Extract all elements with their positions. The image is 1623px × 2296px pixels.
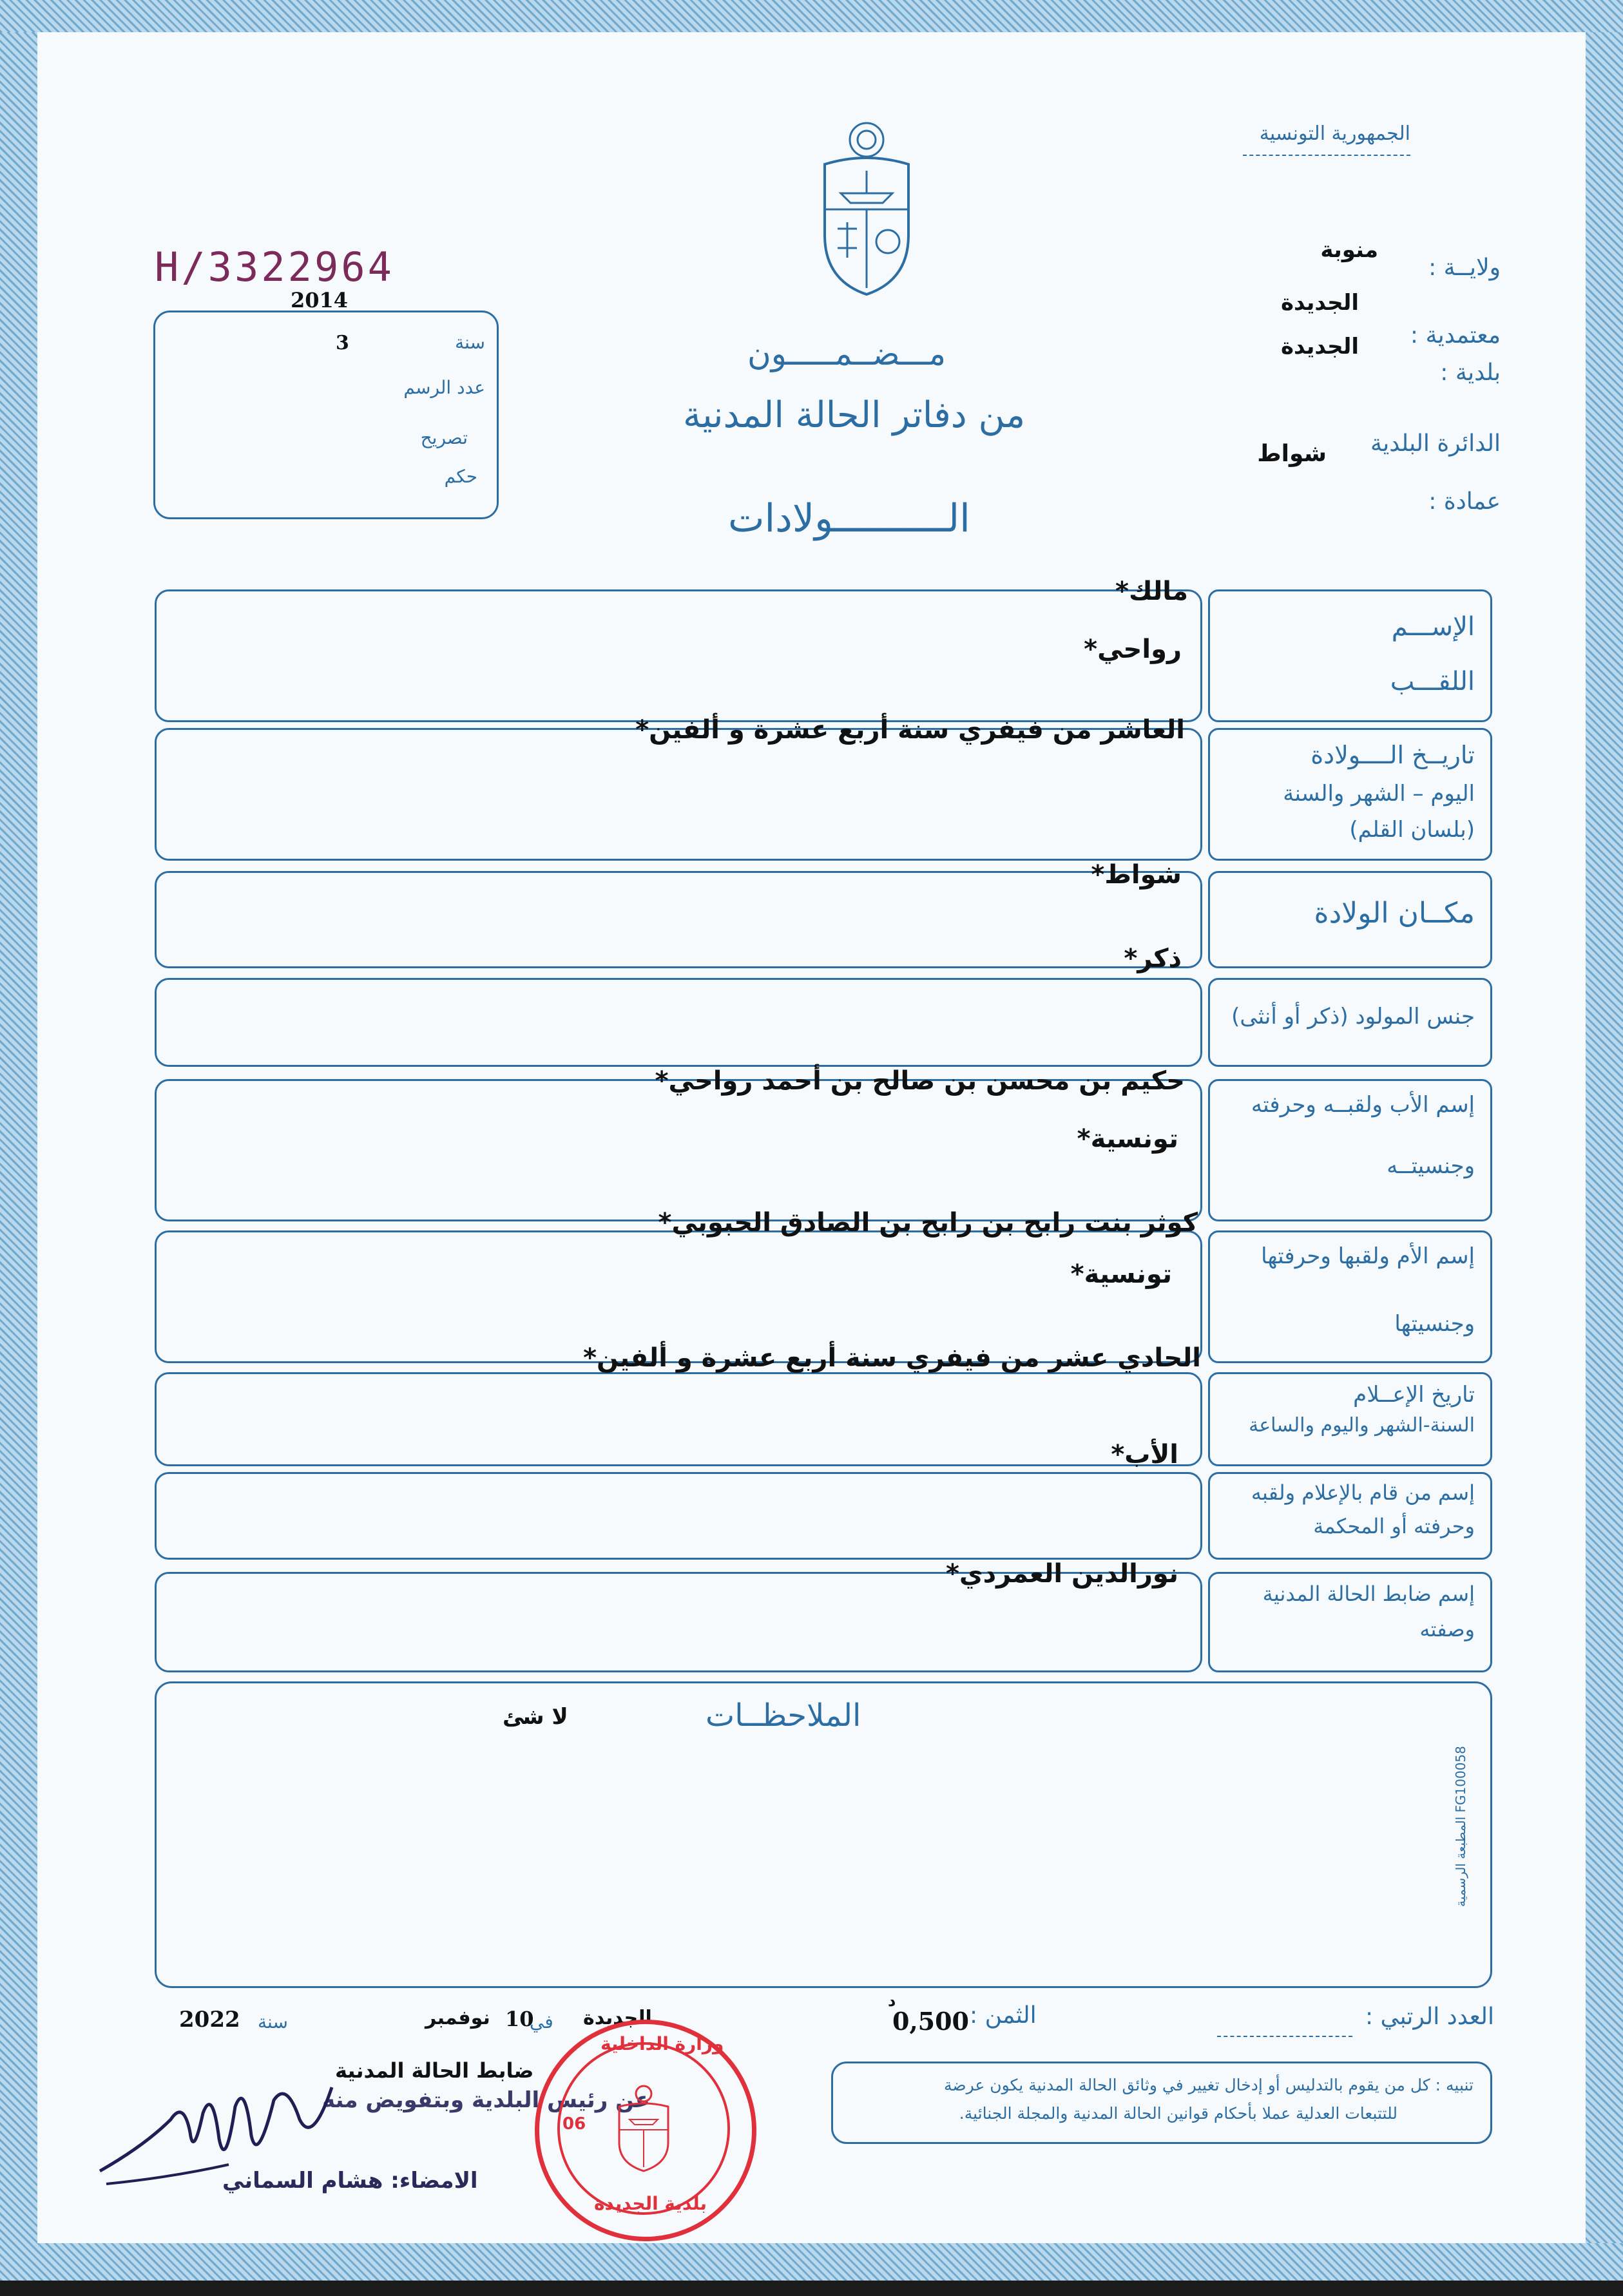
document-subtitle: من دفاتر الحالة المدنية [683,394,1026,436]
rank-number-line [1217,2036,1352,2037]
record-year-value: 2014 [291,288,349,312]
row-sex-value: ذكر* [1124,944,1182,973]
signature-icon [93,2074,338,2197]
row-name-label-1: الإســـم [1391,612,1475,642]
row-mother-label-1: إسم الأم ولقبها وحرفتها [1261,1243,1475,1269]
row-father-value-1: حكيم بن محسن بن صالح بن أحمد رواحي* [655,1066,1185,1096]
serial-number: H/3322964 [155,244,394,291]
row-declarer-label-1: إسم من قام بالإعلام ولقبه [1251,1480,1475,1505]
date-year-label: سنة [258,2011,288,2033]
row-declarer-value: الأب* [1111,1440,1178,1469]
record-year-label: سنة [455,332,485,353]
officer-title-line2: عن رئيس البلدية وبتفويض منه [322,2087,650,2113]
district-label: الدائرة البلدية [1370,430,1501,457]
governorate-value: منوبة [1320,237,1378,263]
republic-underline [1243,155,1410,156]
section-title: الــــــــــولادات [728,496,970,541]
row-declarer-value-box [155,1472,1202,1560]
stamp-emblem-icon [611,2083,676,2174]
date-day: 10 [505,2007,534,2031]
row-father-label-2: وجنسيتــه [1387,1153,1475,1179]
row-declaration-label-1: تاريخ الإعــلام [1353,1382,1475,1408]
row-birthdate-value: العاشر من فيفري سنة أربع عشرة و ألفين* [635,715,1185,745]
governorate-label: ولايــة : [1428,254,1501,281]
row-officer-label-1: إسم ضابط الحالة المدنية [1262,1582,1475,1606]
official-stamp [535,2020,756,2241]
row-birthdate-label-2: اليوم – الشهر والسنة [1283,781,1475,807]
price-value: 0,500 [892,2007,969,2036]
row-father-value-2: تونسية* [1077,1124,1178,1154]
row-sex-value-box [155,978,1202,1067]
row-name-label-box [1208,589,1492,722]
municipality-label: بلدية : [1440,359,1501,386]
guilloche-border-top [0,0,1623,32]
record-judgment-label: حكم [444,466,477,487]
row-birthdate-label-3: (بلسان القلم) [1349,817,1475,843]
row-declarer-label-2: وحرفته أو المحكمة [1313,1514,1475,1538]
row-name-label-2: اللقـــب [1390,667,1475,696]
row-mother-value-1: كوثر بنت رابح بن رابح بن الصادق الحبوبي* [658,1208,1198,1238]
delegation-value: الجديدة [1280,334,1359,359]
row-father-value-box [155,1079,1202,1221]
row-declaration-label-2: السنة-الشهر واليوم والساعة [1249,1414,1475,1437]
record-number-label: عدد الرسم [403,377,485,398]
rank-number-label: العدد الرتبي : [1365,2004,1494,2030]
row-birthdate-label-1: تاريــخ الــــولادة [1311,741,1475,769]
row-sex-label: جنس المولود (ذكر أو أنثى) [1231,1004,1475,1029]
signature-name-line: الامضاء: هشام السماني [222,2168,478,2194]
row-mother-label-2: وجنسيتها [1394,1311,1475,1337]
remarks-value: لا شئ [503,1704,568,1730]
guilloche-border-bottom [0,2243,1623,2281]
row-father-label-1: إسم الأب ولقبــه وحرفته [1251,1092,1475,1118]
row-declaration-value: الحادي عشر من فيفري سنة أربع عشرة و ألفين* [583,1343,1201,1373]
date-month: نوفمبر [425,2007,490,2029]
row-officer-value: نورالدين العمردي* [945,1559,1178,1589]
stamp-top-text: وزارة الداخلية [600,2033,724,2054]
coat-of-arms-icon [812,119,921,300]
warning-line-2: للتتبعات العدلية عملا بأحكام قوانين الحالة المدنية والمجلة الجنائية. [959,2104,1397,2123]
row-birthdate-value-box [155,728,1202,861]
republic-heading: الجمهورية التونسية [1259,122,1410,145]
row-place-value: شواط* [1091,860,1182,890]
guilloche-border-left [0,0,37,2281]
delegation-value-top: الجديدة [1280,290,1359,316]
date-in-word: في [530,2011,553,2033]
delegation-label: معتمدية : [1410,322,1501,349]
row-mother-value-2: تونسية* [1070,1259,1172,1289]
stamp-bottom-text: بلدية الجديدة [594,2193,707,2214]
price-label: الثمن : [970,2002,1037,2029]
row-place-label: مكــان الولادة [1314,897,1475,930]
row-name-value-1: مالك* [1115,577,1188,606]
date-place: الجديدة [583,2007,652,2029]
district-value: شواط [1257,441,1327,467]
price-unit: د [888,1992,896,2010]
row-officer-label-2: وصفته [1419,1617,1475,1641]
date-year-value: 2022 [179,2007,240,2033]
row-name-value-2: رواحي* [1084,635,1182,664]
document-title: مـــضــمـــــون [747,335,946,372]
row-place-value-box [155,871,1202,968]
record-declaration-label: تصريح [420,427,468,448]
row-declaration-value-box [155,1372,1202,1466]
record-box [153,288,499,519]
row-name-value-box [155,589,1202,722]
warning-line-1: تنبيه : كل من يقوم بالتدليس أو إدخال تغيير في وثائق الحالة المدنية يكون عرضة [943,2076,1474,2094]
guilloche-border-right [1586,0,1623,2281]
printer-mark: المطبعة الرسمية FG100058 [1453,1746,1468,1907]
record-number-value: 3 [336,332,349,354]
stamp-code: 06 [562,2114,586,2134]
remarks-label: الملاحظــات [706,1698,861,1734]
officer-title-line1: ضابط الحالة المدنية [335,2058,534,2083]
warning-box [831,2062,1492,2144]
omada-label: عمادة : [1428,488,1501,515]
